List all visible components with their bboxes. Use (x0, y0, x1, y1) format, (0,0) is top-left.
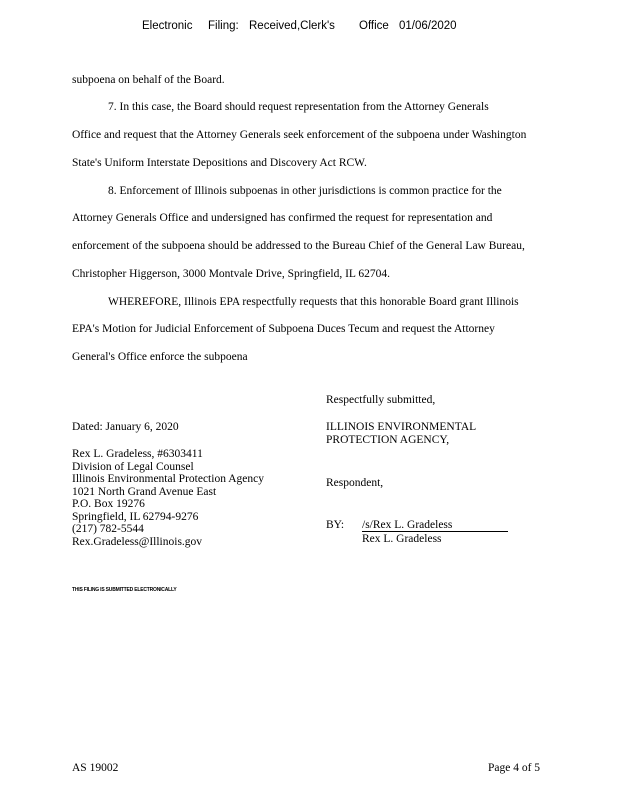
respectfully-submitted: Respectfully submitted, (326, 394, 436, 406)
org-line-2: PROTECTION AGENCY, (326, 433, 450, 446)
body-line-1: subpoena on behalf of the Board. (72, 74, 225, 86)
contact-email: Rex.Gradeless@Illinois.gov (72, 535, 203, 548)
contact-street: 1021 North Grand Avenue East (72, 485, 217, 498)
paragraph-7-line-3: State's Uniform Interstate Depositions and Discovery Act RCW. (72, 157, 367, 169)
contact-block (72, 448, 264, 548)
wherefore-line-2: EPA's Motion for Judicial Enforcement of Subpoena Duces Tecum and request the Attorney (72, 323, 495, 335)
wherefore-line-3: General's Office enforce the subpoena (72, 351, 248, 363)
contact-agency: Illinois Environmental Protection Agency (72, 473, 264, 485)
organization-block (326, 421, 476, 446)
org-line-1: ILLINOIS ENVIRONMENTAL (326, 421, 477, 433)
signature-name: Rex L. Gradeless (362, 533, 442, 545)
paragraph-8-line-2: Attorney Generals Office and undersigned has confirmed the request for representation and (72, 212, 493, 224)
paragraph-7-line-2: Office and request that the Attorney Generals seek enforcement of the subpoena under Washington (72, 129, 527, 141)
header-electronic: Electronic (142, 20, 193, 32)
contact-phone: (217) 782-5544 (72, 523, 144, 535)
footer-case-number: AS 19002 (72, 762, 119, 774)
by-label: BY: (326, 519, 345, 531)
contact-name: Rex L. Gradeless, #6303411 (72, 448, 203, 460)
signature-line (362, 519, 508, 532)
contact-city: Springfield, IL 62794-9276 (72, 510, 199, 523)
contact-pobox: P.O. Box 19276 (72, 498, 145, 510)
dated-line: Dated: January 6, 2020 (72, 421, 179, 433)
header-date: 01/06/2020 (399, 20, 457, 32)
paragraph-8-line-4: Christopher Higgerson, 3000 Montvale Drive, Springfield, IL 62704. (72, 268, 391, 280)
header-filing: Filing: (208, 20, 239, 32)
footer-page-number: Page 4 of 5 (488, 762, 541, 774)
header-office: Office (359, 20, 389, 32)
electronic-filing-notice: THIS FILING IS SUBMITTED ELECTRONICALLY (72, 587, 177, 593)
signature-text: /s/Rex L. Gradeless (362, 519, 453, 531)
paragraph-7-line-1: 7. In this case, the Board should request representation from the Attorney Generals (108, 101, 489, 113)
paragraph-8-line-3: enforcement of the subpoena should be addressed to the Bureau Chief of the General Law Bureau, (72, 240, 525, 252)
contact-division: Division of Legal Counsel (72, 460, 194, 473)
paragraph-8-line-1: 8. Enforcement of Illinois subpoenas in other jurisdictions is common practice for the (108, 185, 502, 197)
wherefore-line-1: WHEREFORE, Illinois EPA respectfully requests that this honorable Board grant Illinois (108, 296, 519, 308)
respondent-label: Respondent, (326, 477, 384, 489)
header-received: Received,Clerk's (249, 20, 335, 32)
